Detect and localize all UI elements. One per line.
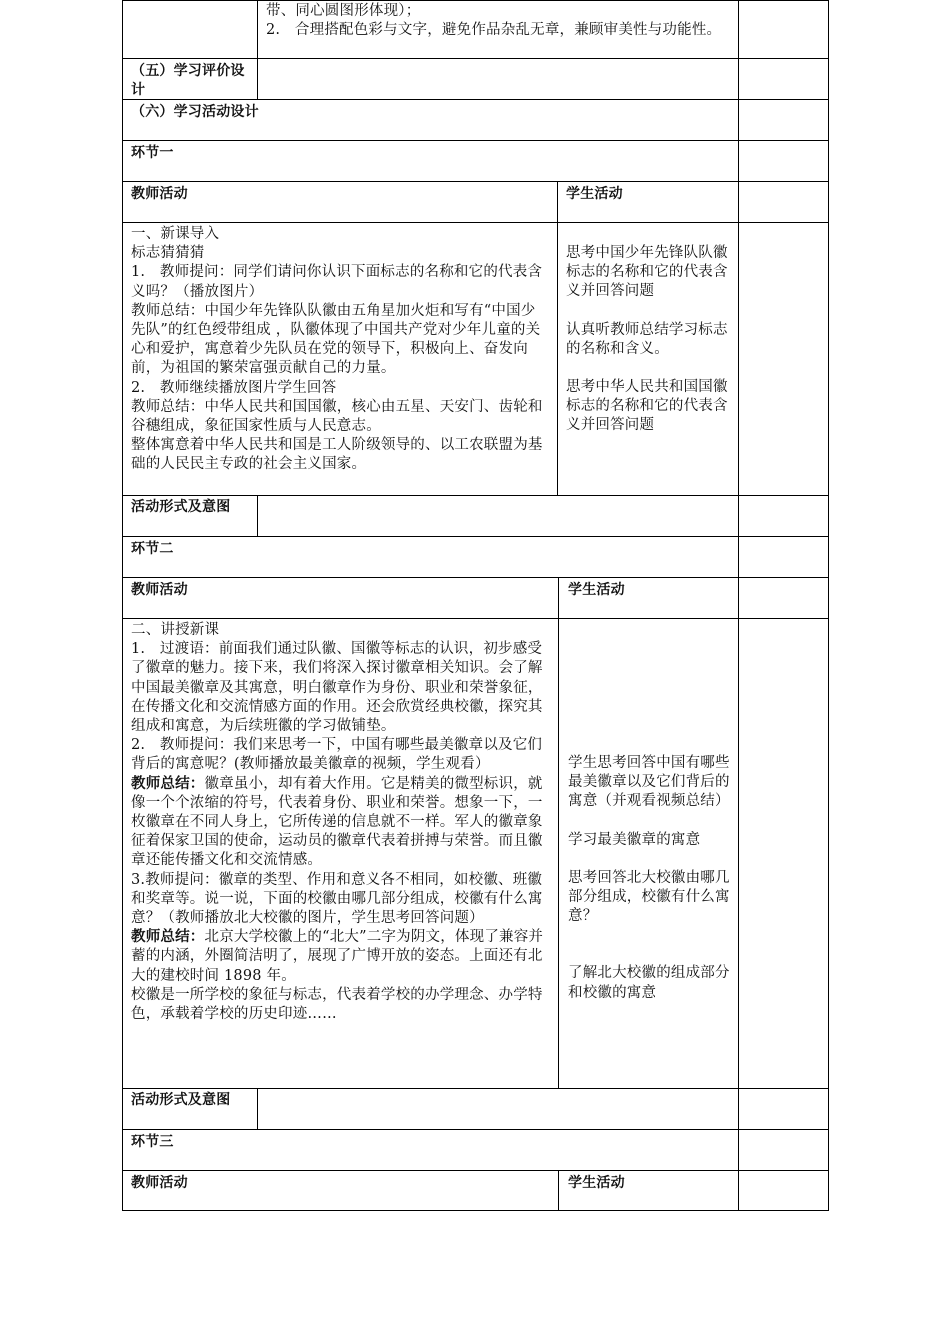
- rule: [557, 181, 558, 495]
- rule: [122, 618, 829, 619]
- s2-teacher-para: [131, 986, 551, 1024]
- rule: [558, 577, 559, 1088]
- rule: [257, 0, 258, 99]
- section2-teacher-content: [131, 621, 551, 1024]
- continuation-line-1: 带、同心圆图形体现）；: [266, 3, 421, 19]
- rule: [122, 1210, 829, 1211]
- s1-student-para: 认真听教师总结学习标志的名称和含义。: [566, 321, 728, 357]
- section3-student-header: 学生活动: [568, 1175, 625, 1191]
- rule: [122, 58, 829, 59]
- rule: [122, 1088, 829, 1089]
- s2-student-para: 思考回答北大校徽由哪几部分组成，校徽有什么寓意？: [568, 869, 730, 925]
- section3-teacher-header: 教师活动: [131, 1175, 188, 1191]
- rule: [558, 1170, 559, 1210]
- s2-student-para: 学生思考回答中国有哪些最美徽章以及它们背后的寓意（并观看视频总结）: [568, 755, 730, 810]
- s1-teacher-para: 2. 教师继续播放图片学生回答: [131, 379, 337, 396]
- rule: [122, 577, 829, 578]
- rule: [122, 0, 123, 1211]
- s2-teacher-para: [131, 928, 551, 986]
- rule: [122, 222, 829, 223]
- s2-text: 校徽是一所学校的象征与标志，代表着学校的办学理念、办学特色，承载着学校的历史印迹……: [131, 986, 543, 1023]
- section1-teacher-content: [131, 225, 549, 475]
- s2-lead: 教师总结：: [131, 929, 205, 946]
- rule: [122, 495, 829, 496]
- s1-teacher-para: 整体寓意着中华人民共和国是工人阶级领导的、以工农联盟为基础的人民民主专政的社会主义国家。: [131, 437, 543, 473]
- s1-teacher-para: 标志猜猜猜: [131, 245, 205, 262]
- s2-teacher-para: [131, 621, 551, 640]
- activity-design-label: （六）学习活动设计: [131, 104, 259, 120]
- s1-student-para: 思考中国少年先锋队队徽标志的名称和它的代表含义并回答问题: [566, 245, 728, 300]
- section2-title: 环节二: [131, 541, 174, 557]
- continuation-text: [266, 2, 732, 40]
- s2-text: 二、讲授新课: [131, 622, 220, 638]
- s1-teacher-para: 一、新课导入: [131, 226, 220, 242]
- s2-text: 北京大学校徽上的“北大”二字为阴文，体现了兼容并蓄的内涵，外圈简洁明了，展现了广博开放的姿态。上面还有北大的建校时间 1898 年。: [131, 929, 544, 984]
- rule: [738, 0, 739, 1211]
- rule: [257, 495, 258, 536]
- s2-student-para: 学习最美徽章的寓意: [568, 831, 701, 848]
- s2-teacher-para: [131, 871, 551, 929]
- rule: [122, 0, 829, 1]
- section1-form-label: 活动形式及意图: [131, 499, 231, 515]
- rule: [122, 536, 829, 537]
- section1-student-content: [566, 244, 731, 436]
- s2-teacher-para: [131, 775, 551, 871]
- s1-teacher-para: 教师总结：中国少年先锋队队徽由五角星加火炬和写有“中国少先队”的红色绶带组成 ，队徽体现了中国共产党对少年儿童的关心和爱护，寓意着少先队员在党的领导下，积极向上、奋发向前，为祖国的繁荣富强贡献自己的力量。: [131, 302, 541, 377]
- s2-text: 徽章虽小，却有着大作用。它是精美的微型标识，就像一个个浓缩的符号，代表着身份、职业和荣誉。想象一下，一枚徽章在不同人身上，它所传递的信息就不一样。军人的徽章象征着保家卫国的使命，运动员的徽章代表着拼搏与荣誉。而且徽章还能传播文化和交流情感。: [131, 775, 543, 869]
- s1-teacher-para: 1. 教师提问：同学们请问你认识下面标志的名称和它的代表含义吗？（播放图片）: [131, 264, 543, 300]
- s2-text: 2. 教师提问：我们来思考一下，中国有哪些最美徽章以及它们背后的寓意呢？(教师播放最美徽章的视频，学生观看）: [131, 737, 543, 773]
- s2-lead: 教师总结：: [131, 775, 205, 792]
- rule: [257, 1088, 258, 1129]
- s1-teacher-para: 教师总结：中华人民共和国国徽，核心由五星、天安门、齿轮和谷穗组成，象征国家性质与人民意志。: [131, 398, 543, 435]
- s2-teacher-para: [131, 640, 551, 736]
- section3-title: 环节三: [131, 1134, 174, 1150]
- rule: [828, 0, 829, 1211]
- section1-student-header: 学生活动: [566, 186, 623, 202]
- rule: [122, 140, 829, 141]
- s2-text: 3.教师提问：徽章的类型、作用和意义各不相同，如校徽、班徽和奖章等。说一说，下面的校徽由哪几部分组成，校徽有什么寓意？（教师播放北大校徽的图片，学生思考回答问题）: [131, 871, 543, 927]
- section2-student-header: 学生活动: [568, 582, 625, 598]
- rule: [122, 1170, 829, 1171]
- s2-student-para: 了解北大校徽的组成部分和校徽的寓意: [568, 965, 730, 1001]
- eval-label: （五）学习评价设计: [131, 63, 245, 99]
- s2-teacher-para: [131, 736, 551, 774]
- rule: [122, 1129, 829, 1130]
- s1-student-para: 思考中华人民共和国国徽标志的名称和它的代表含义并回答问题: [566, 379, 728, 434]
- section2-student-content: [568, 754, 732, 1003]
- s2-text: 1. 过渡语：前面我们通过队徽、国徽等标志的认识，初步感受了徽章的魅力。接下来，我们将深入探讨徽章相关知识。会了解中国最美徽章及其寓意，明白徽章作为身份、职业和荣誉象征，在传播文化和交流情感方面的作用。还会欣赏经典校徽，探究其组成和寓意，为后续班徽的学习做铺垫。: [131, 641, 543, 735]
- section1-title: 环节一: [131, 145, 174, 161]
- rule: [122, 181, 829, 182]
- continuation-line-2: 2. 合理搭配色彩与文字，避免作品杂乱无章，兼顾审美性与功能性。: [266, 22, 722, 39]
- section2-form-label: 活动形式及意图: [131, 1092, 231, 1108]
- section1-teacher-header: 教师活动: [131, 186, 188, 202]
- section2-teacher-header: 教师活动: [131, 582, 188, 598]
